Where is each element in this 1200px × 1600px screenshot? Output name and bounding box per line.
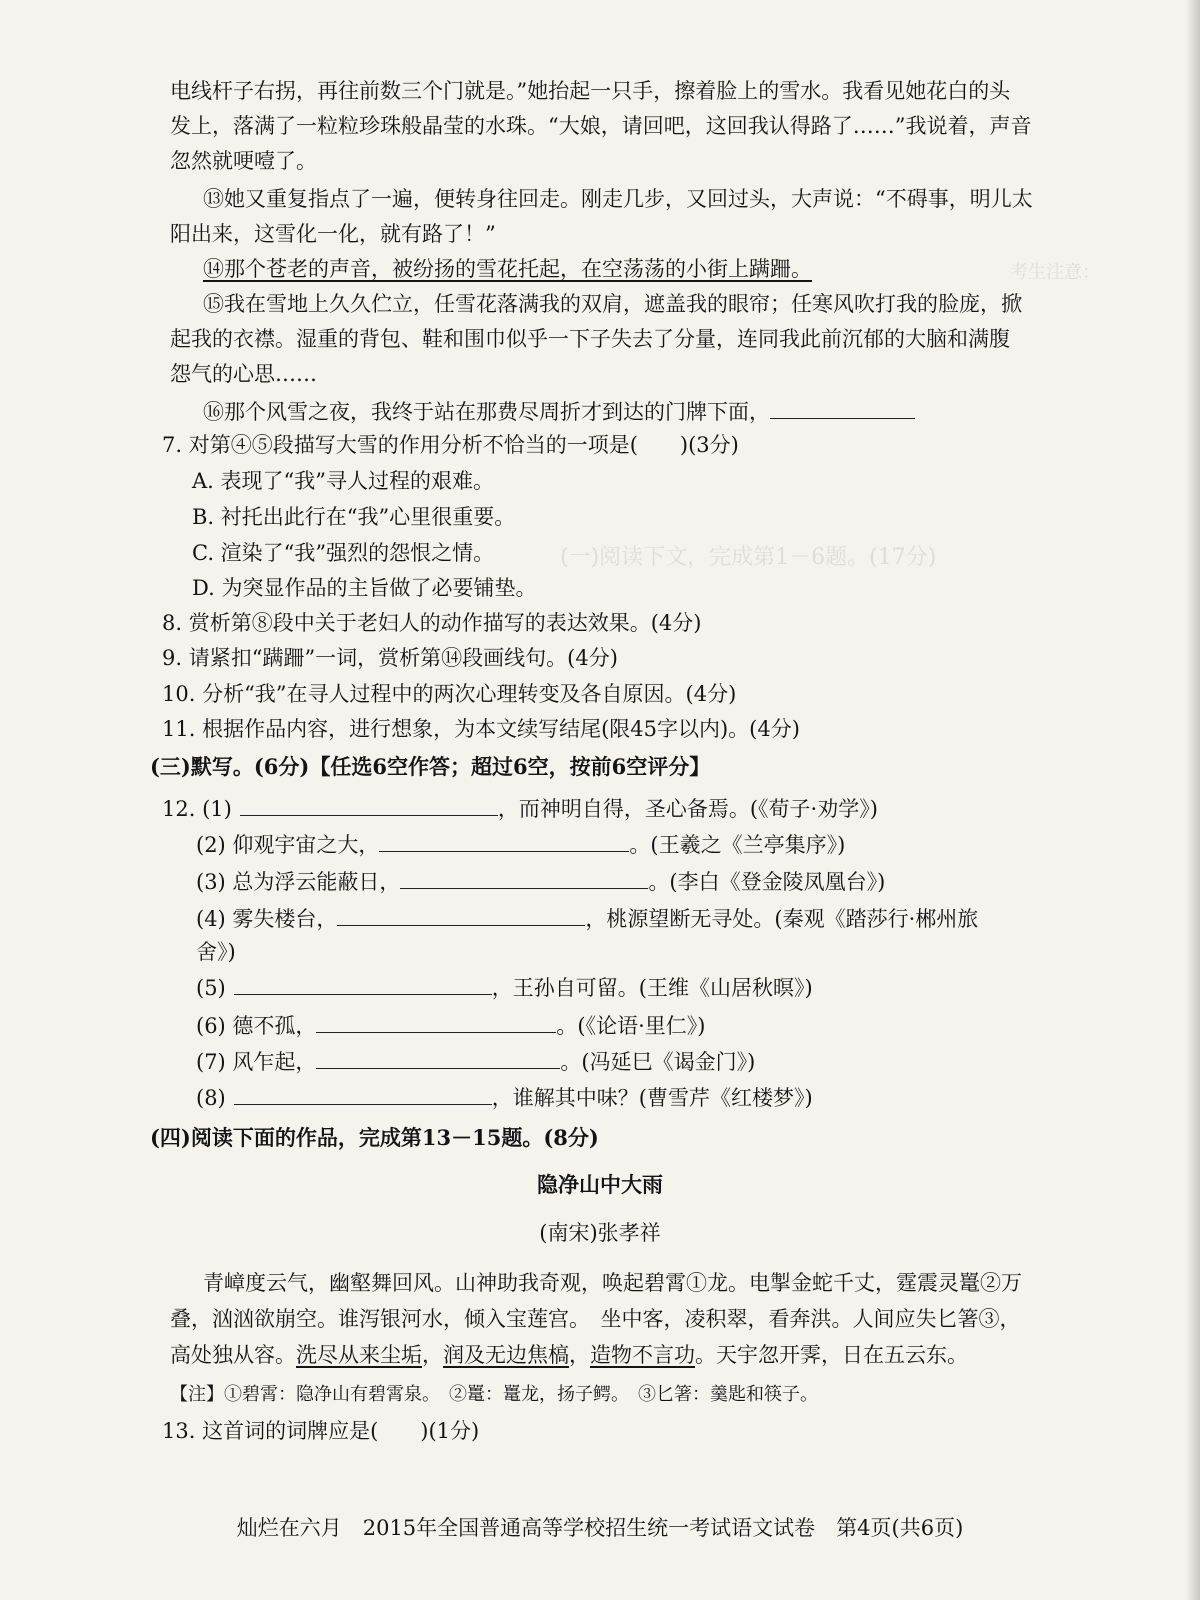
poem-comma: ， xyxy=(422,1343,443,1367)
answer-blank-3[interactable] xyxy=(400,866,648,889)
recite-3-label: (3) 总为浮云能蔽日， xyxy=(196,870,401,894)
answer-blank-8[interactable] xyxy=(234,1082,492,1105)
page-edge-shadow xyxy=(1186,0,1200,1600)
recite-8-source: ，谁解其中味？(曹雪芹《红楼梦》) xyxy=(491,1086,813,1110)
section-4-heading: (四)阅读下面的作品，完成第13－15题。(8分) xyxy=(150,1125,599,1150)
passage-p14-underlined: ⑭那个苍老的声音，被纷扬的雪花托起，在空荡荡的小街上蹒跚。 xyxy=(203,257,812,281)
recite-2-source: 。(王羲之《兰亭集序》) xyxy=(629,833,846,857)
bleed-through-text: 考生注意： xyxy=(1010,262,1100,283)
question-11: 11. 根据作品内容，进行想象，为本文续写结尾(限45字以内)。(4分) xyxy=(162,717,800,741)
answer-blank-4[interactable] xyxy=(337,903,585,926)
page-footer: 灿烂在六月 2015年全国普通高等学校招生统一考试语文试卷 第4页(共6页) xyxy=(236,1516,964,1540)
passage-p15-line2: 起我的衣襟。湿重的背包、鞋和围巾似乎一下子失去了分量，连同我此前沉郁的大脑和满腹 xyxy=(170,327,1010,351)
poem-underlined-phrase-1: 洗尽从来尘垢 xyxy=(296,1343,422,1367)
passage-p13-line1: ⑬她又重复指点了一遍，便转身往回走。刚走几步，又回过头，大声说：“不碍事，明儿太 xyxy=(203,187,1033,211)
passage-p12-line2: 发上，落满了一粒粒珍珠般晶莹的水珠。“大娘，请回吧，这回我认得路了……”我说着，声音 xyxy=(170,114,1032,138)
poem-line-3-end: 。天宇忽开霁，日在五云东。 xyxy=(695,1343,968,1367)
question-7-option-a: A. 表现了“我”寻人过程的艰难。 xyxy=(192,469,494,493)
passage-p13-line2: 阳出来，这雪化一化，就有路了！” xyxy=(170,222,496,246)
poem-notes: 【注】①碧霄：隐净山有碧霄泉。 ②鼍：鼍龙，扬子鳄。 ③匕箸：羹匙和筷子。 xyxy=(170,1384,818,1405)
question-13: 13. 这首词的词牌应是( )(1分) xyxy=(162,1419,480,1443)
answer-blank-5[interactable] xyxy=(234,972,492,995)
passage-p15-line1: ⑮我在雪地上久久伫立，任雪花落满我的双肩，遮盖我的眼帘；任寒风吹打我的脸庞，掀 xyxy=(203,292,1022,316)
recite-item-1 xyxy=(162,793,878,824)
recite-5-source: ，王孙自可留。(王维《山居秋暝》) xyxy=(491,976,813,1000)
passage-p12-line3: 忽然就哽噎了。 xyxy=(170,149,317,173)
recite-2-label: (2) 仰观宇宙之大， xyxy=(196,833,380,857)
answer-blank-p16[interactable] xyxy=(770,396,915,419)
recite-6-label: (6) 德不孤， xyxy=(196,1014,317,1038)
question-7-option-b: B. 衬托出此行在“我”心里很重要。 xyxy=(192,505,516,529)
recite-item-3 xyxy=(196,866,885,897)
question-7-option-c: C. 渲染了“我”强烈的怨恨之情。 xyxy=(192,541,495,565)
poem-comma: ， xyxy=(569,1343,590,1367)
recite-4-source: ，桃源望断无寻处。(秦观《踏莎行·郴州旅 xyxy=(585,907,979,931)
recite-1-source: ，而神明自得，圣心备焉。(《荀子·劝学》) xyxy=(497,797,878,821)
poem-underlined-phrase-2: 润及无边焦槁 xyxy=(443,1343,569,1367)
answer-blank-1[interactable] xyxy=(240,793,498,816)
question-7: 7. 对第④⑤段描写大雪的作用分析不恰当的一项是( )(3分) xyxy=(162,433,739,457)
passage-p15-line3: 怨气的心思…… xyxy=(170,362,317,386)
recite-item-2 xyxy=(196,829,845,860)
question-10: 10. 分析“我”在寻人过程中的两次心理转变及各自原因。(4分) xyxy=(162,682,737,706)
answer-blank-2[interactable] xyxy=(379,829,629,852)
question-9: 9. 请紧扣“蹒跚”一词，赏析第⑭段画线句。(4分) xyxy=(162,646,618,670)
recite-4-label: (4) 雾失楼台， xyxy=(196,907,338,931)
poem-title: 隐净山中大雨 xyxy=(537,1172,663,1197)
poem-underlined-phrase-3: 造物不言功 xyxy=(590,1343,695,1367)
recite-1-label: 12. (1) xyxy=(162,797,232,821)
recite-7-label: (7) 风乍起， xyxy=(196,1050,317,1074)
section-3-heading: (三)默写。(6分)【任选6空作答；超过6空，按前6空评分】 xyxy=(150,754,711,779)
passage-p16-text: ⑯那个风雪之夜，我终于站在那费尽周折才到达的门牌下面， xyxy=(203,400,770,424)
poem-author: (南宋)张孝祥 xyxy=(539,1221,661,1245)
recite-item-8 xyxy=(196,1082,813,1113)
recite-5-label: (5) xyxy=(196,976,226,1000)
recite-item-7 xyxy=(196,1046,755,1077)
passage-p12-line1: 电线杆子右拐，再往前数三个门就是。”她抬起一只手，擦着脸上的雪水。我看见她花白的头 xyxy=(170,79,1011,103)
question-7-option-d: D. 为突显作品的主旨做了必要铺垫。 xyxy=(192,576,537,600)
recite-item-4 xyxy=(196,903,978,934)
passage-p16 xyxy=(203,396,915,427)
poem-line-2: 叠，汹汹欲崩空。谁泻银河水，倾入宝莲宫。 坐中客，凌积翠，看奔洪。人间应失匕箸③， xyxy=(170,1307,1021,1331)
recite-item-5 xyxy=(196,972,813,1003)
recite-item-4-cont: 舍》) xyxy=(196,940,236,964)
poem-line-3 xyxy=(170,1340,968,1370)
poem-line-1: 青嶂度云气，幽壑舞回风。山神助我奇观，唤起碧霄①龙。电掣金蛇千丈，霆震灵鼍②万 xyxy=(203,1271,1022,1295)
answer-blank-6[interactable] xyxy=(316,1010,556,1033)
recite-8-label: (8) xyxy=(196,1086,226,1110)
recite-item-6 xyxy=(196,1010,705,1041)
question-8: 8. 赏析第⑧段中关于老妇人的动作描写的表达效果。(4分) xyxy=(162,611,702,635)
answer-blank-7[interactable] xyxy=(316,1046,560,1069)
recite-7-source: 。(冯延巳《谒金门》) xyxy=(560,1050,756,1074)
bleed-through-text: (一)阅读下文，完成第1－6题。(17分) xyxy=(560,545,937,570)
poem-line-3-start: 高处独从容。 xyxy=(170,1343,296,1367)
recite-6-source: 。(《论语·里仁》) xyxy=(556,1014,706,1038)
recite-3-source: 。(李白《登金陵凤凰台》) xyxy=(648,870,886,894)
